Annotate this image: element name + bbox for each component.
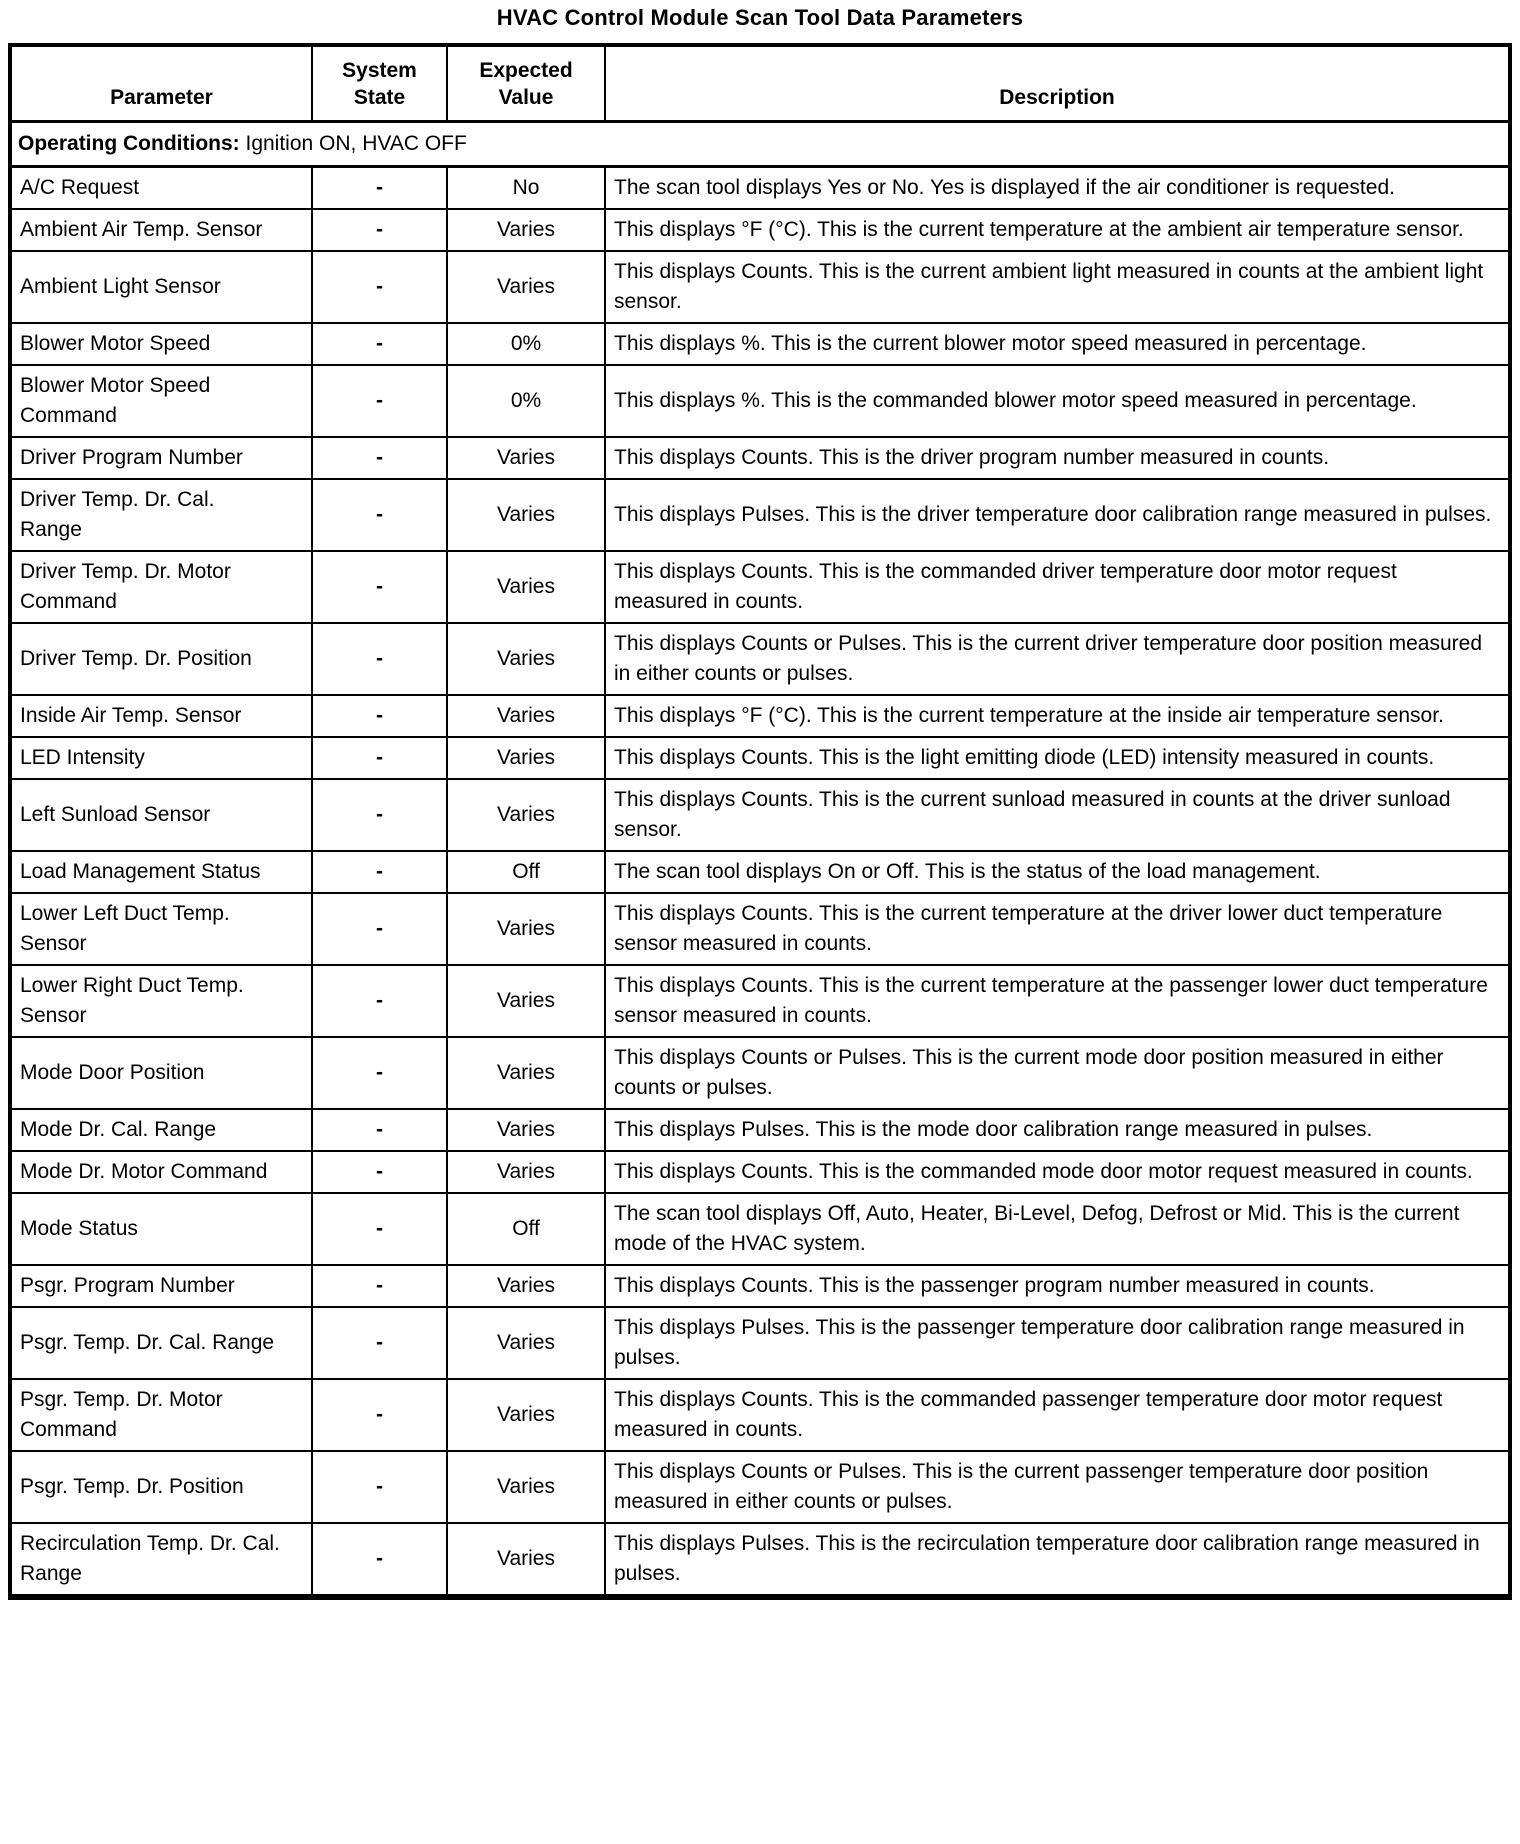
- table-row: [10, 1265, 1510, 1307]
- table-header: [10, 45, 1510, 122]
- column-header-description: Description: [605, 45, 1510, 122]
- state-cell: -: [312, 1307, 447, 1379]
- state-cell: -: [312, 851, 447, 893]
- desc-cell: This displays Counts. This is the commanded passenger temperature door motor request measured in counts.: [605, 1379, 1510, 1451]
- param-cell: Blower Motor Speed: [10, 323, 312, 365]
- value-cell: Varies: [447, 437, 605, 479]
- table-row: [10, 1193, 1510, 1265]
- desc-cell: This displays Counts. This is the passenger program number measured in counts.: [605, 1265, 1510, 1307]
- value-cell: 0%: [447, 323, 605, 365]
- header-row: [10, 45, 1510, 122]
- value-cell: Off: [447, 851, 605, 893]
- desc-cell: This displays Pulses. This is the passenger temperature door calibration range measured in pulses.: [605, 1307, 1510, 1379]
- value-cell: Varies: [447, 737, 605, 779]
- value-cell: Off: [447, 1193, 605, 1265]
- value-cell: Varies: [447, 779, 605, 851]
- desc-cell: This displays Counts. This is the current temperature at the passenger lower duct temperature sensor measured in counts.: [605, 965, 1510, 1037]
- desc-cell: This displays Counts. This is the light emitting diode (LED) intensity measured in counts.: [605, 737, 1510, 779]
- param-cell: Driver Temp. Dr. Position: [10, 623, 312, 695]
- table-row: [10, 1379, 1510, 1451]
- desc-cell: This displays Pulses. This is the recirculation temperature door calibration range measured in pulses.: [605, 1523, 1510, 1597]
- table-row: [10, 323, 1510, 365]
- table-row: [10, 1037, 1510, 1109]
- table-row: [10, 437, 1510, 479]
- param-cell: Ambient Air Temp. Sensor: [10, 209, 312, 251]
- desc-cell: The scan tool displays Yes or No. Yes is displayed if the air conditioner is requested.: [605, 167, 1510, 210]
- state-cell: -: [312, 893, 447, 965]
- value-cell: Varies: [447, 1151, 605, 1193]
- state-cell: -: [312, 1151, 447, 1193]
- table-row: [10, 479, 1510, 551]
- state-cell: -: [312, 737, 447, 779]
- table-body: [10, 167, 1510, 1598]
- table-row: [10, 1523, 1510, 1597]
- table-row: [10, 893, 1510, 965]
- table-row: [10, 251, 1510, 323]
- param-cell: Mode Dr. Motor Command: [10, 1151, 312, 1193]
- state-cell: -: [312, 1379, 447, 1451]
- scan-tool-data-table: [8, 43, 1512, 1600]
- param-cell: Driver Program Number: [10, 437, 312, 479]
- value-cell: No: [447, 167, 605, 210]
- value-cell: Varies: [447, 893, 605, 965]
- state-cell: -: [312, 965, 447, 1037]
- state-cell: -: [312, 1451, 447, 1523]
- column-header-system-state: System State: [312, 45, 447, 122]
- param-cell: A/C Request: [10, 167, 312, 210]
- desc-cell: This displays Counts. This is the current sunload measured in counts at the driver sunload sensor.: [605, 779, 1510, 851]
- state-cell: -: [312, 551, 447, 623]
- state-cell: -: [312, 323, 447, 365]
- desc-cell: This displays Counts or Pulses. This is the current passenger temperature door position measured in either counts or pulses.: [605, 1451, 1510, 1523]
- value-cell: Varies: [447, 1451, 605, 1523]
- param-cell: Ambient Light Sensor: [10, 251, 312, 323]
- state-cell: -: [312, 1193, 447, 1265]
- table-row: [10, 1109, 1510, 1151]
- desc-cell: This displays %. This is the commanded blower motor speed measured in percentage.: [605, 365, 1510, 437]
- desc-cell: This displays Counts. This is the driver program number measured in counts.: [605, 437, 1510, 479]
- table-row: [10, 1451, 1510, 1523]
- desc-cell: The scan tool displays On or Off. This is the status of the load management.: [605, 851, 1510, 893]
- param-cell: Left Sunload Sensor: [10, 779, 312, 851]
- param-cell: Psgr. Temp. Dr. Cal. Range: [10, 1307, 312, 1379]
- state-cell: -: [312, 251, 447, 323]
- param-cell: Lower Left Duct Temp. Sensor: [10, 893, 312, 965]
- desc-cell: This displays Counts. This is the current temperature at the driver lower duct temperature sensor measured in counts.: [605, 893, 1510, 965]
- state-cell: -: [312, 1037, 447, 1109]
- desc-cell: This displays Counts. This is the commanded mode door motor request measured in counts.: [605, 1151, 1510, 1193]
- state-cell: -: [312, 1265, 447, 1307]
- value-cell: Varies: [447, 479, 605, 551]
- desc-cell: This displays Counts or Pulses. This is the current driver temperature door position measured in either counts or pulses.: [605, 623, 1510, 695]
- table-row: [10, 551, 1510, 623]
- param-cell: Load Management Status: [10, 851, 312, 893]
- desc-cell: This displays %. This is the current blower motor speed measured in percentage.: [605, 323, 1510, 365]
- table-row: [10, 1307, 1510, 1379]
- value-cell: Varies: [447, 1265, 605, 1307]
- param-cell: Mode Door Position: [10, 1037, 312, 1109]
- value-cell: Varies: [447, 251, 605, 323]
- state-cell: -: [312, 209, 447, 251]
- column-header-expected-value: Expected Value: [447, 45, 605, 122]
- state-cell: -: [312, 623, 447, 695]
- value-cell: Varies: [447, 1379, 605, 1451]
- operating-conditions-cell: [10, 122, 1510, 167]
- param-cell: Mode Status: [10, 1193, 312, 1265]
- state-cell: -: [312, 1523, 447, 1597]
- state-cell: -: [312, 1109, 447, 1151]
- table-row: [10, 779, 1510, 851]
- table-row: [10, 1151, 1510, 1193]
- value-cell: Varies: [447, 551, 605, 623]
- value-cell: Varies: [447, 695, 605, 737]
- desc-cell: This displays Counts. This is the commanded driver temperature door motor request measured in counts.: [605, 551, 1510, 623]
- table-row: [10, 695, 1510, 737]
- table-row: [10, 167, 1510, 210]
- desc-cell: The scan tool displays Off, Auto, Heater, Bi-Level, Defog, Defrost or Mid. This is the current mode of the HVAC system.: [605, 1193, 1510, 1265]
- value-cell: Varies: [447, 1307, 605, 1379]
- value-cell: Varies: [447, 965, 605, 1037]
- desc-cell: This displays Pulses. This is the driver temperature door calibration range measured in pulses.: [605, 479, 1510, 551]
- param-cell: Psgr. Temp. Dr. Position: [10, 1451, 312, 1523]
- table-row: [10, 851, 1510, 893]
- param-cell: Mode Dr. Cal. Range: [10, 1109, 312, 1151]
- operating-conditions-value: Ignition ON, HVAC OFF: [239, 132, 467, 155]
- state-cell: -: [312, 779, 447, 851]
- value-cell: Varies: [447, 1037, 605, 1109]
- desc-cell: This displays °F (°C). This is the current temperature at the inside air temperature sensor.: [605, 695, 1510, 737]
- value-cell: Varies: [447, 623, 605, 695]
- table-row: [10, 365, 1510, 437]
- table-row: [10, 623, 1510, 695]
- desc-cell: This displays °F (°C). This is the current temperature at the ambient air temperature sensor.: [605, 209, 1510, 251]
- table-row: [10, 209, 1510, 251]
- state-cell: -: [312, 365, 447, 437]
- value-cell: Varies: [447, 209, 605, 251]
- param-cell: Driver Temp. Dr. Motor Command: [10, 551, 312, 623]
- desc-cell: This displays Counts. This is the current ambient light measured in counts at the ambient light sensor.: [605, 251, 1510, 323]
- table-row: [10, 737, 1510, 779]
- operating-conditions-row: [10, 122, 1510, 167]
- state-cell: -: [312, 437, 447, 479]
- state-cell: -: [312, 167, 447, 210]
- value-cell: 0%: [447, 365, 605, 437]
- param-cell: Driver Temp. Dr. Cal. Range: [10, 479, 312, 551]
- operating-conditions-label: Operating Conditions:: [18, 132, 240, 155]
- param-cell: Psgr. Program Number: [10, 1265, 312, 1307]
- state-cell: -: [312, 695, 447, 737]
- desc-cell: This displays Counts or Pulses. This is the current mode door position measured in either counts or pulses.: [605, 1037, 1510, 1109]
- state-cell: -: [312, 479, 447, 551]
- param-cell: Blower Motor Speed Command: [10, 365, 312, 437]
- desc-cell: This displays Pulses. This is the mode door calibration range measured in pulses.: [605, 1109, 1510, 1151]
- column-header-parameter: Parameter: [10, 45, 312, 122]
- value-cell: Varies: [447, 1109, 605, 1151]
- value-cell: Varies: [447, 1523, 605, 1597]
- param-cell: Recirculation Temp. Dr. Cal. Range: [10, 1523, 312, 1597]
- param-cell: Inside Air Temp. Sensor: [10, 695, 312, 737]
- param-cell: Lower Right Duct Temp. Sensor: [10, 965, 312, 1037]
- param-cell: Psgr. Temp. Dr. Motor Command: [10, 1379, 312, 1451]
- param-cell: LED Intensity: [10, 737, 312, 779]
- page-title: HVAC Control Module Scan Tool Data Parameters: [496, 5, 1024, 30]
- table-row: [10, 965, 1510, 1037]
